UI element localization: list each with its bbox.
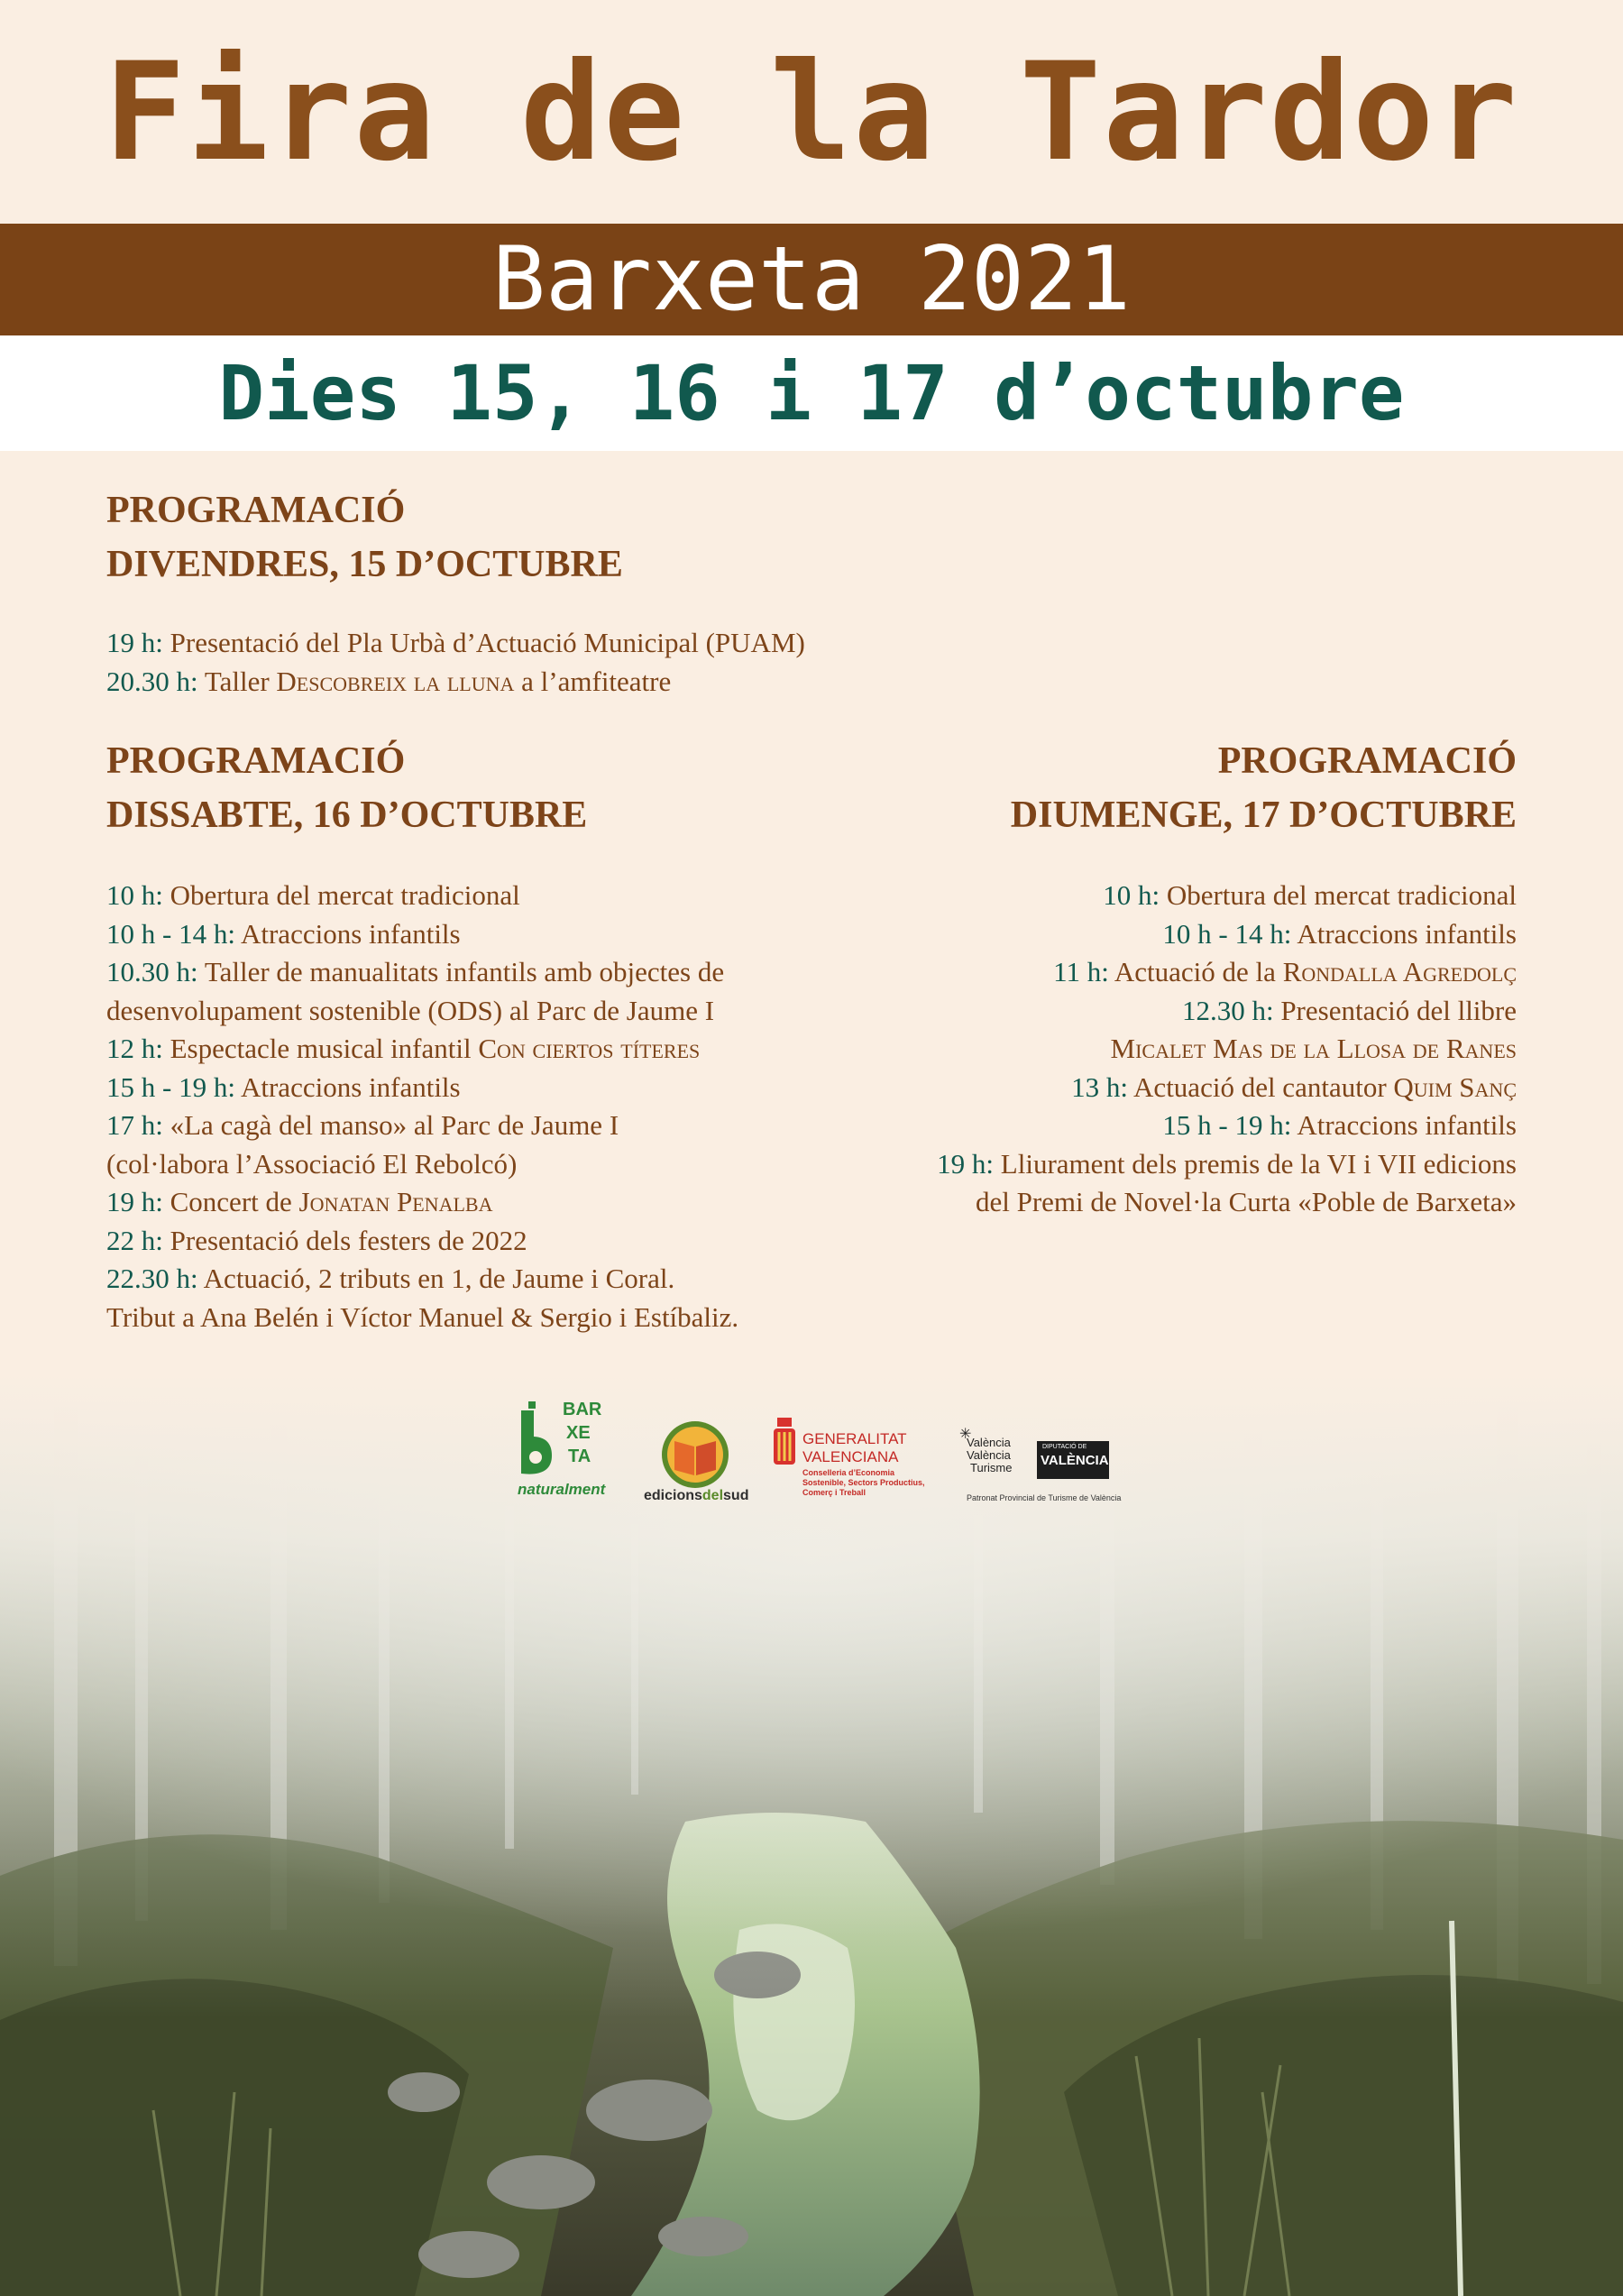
list-item: 15 h - 19 h: Atraccions infantils: [106, 1070, 461, 1103]
friday-heading-line2: DIVENDRES, 15 D’OCTUBRE: [106, 544, 623, 585]
list-item: 19 h: Presentació del Pla Urbà d’Actuació Municipal (PUAM): [106, 627, 805, 658]
list-item: 22 h: Presentació dels festers de 2022: [106, 1224, 527, 1256]
list-item: 10 h: Obertura del mercat tradicional: [106, 879, 520, 911]
sunday-heading-line2: DIUMENGE, 17 D’OCTUBRE: [1010, 794, 1517, 836]
barxeta-line3: TA: [568, 1446, 591, 1466]
generalitat-line2: VALENCIANA: [802, 1448, 899, 1465]
edicions-name: edicionsdelsud: [644, 1488, 749, 1503]
list-item: 10 h - 14 h: Atraccions infantils: [106, 917, 461, 950]
list-item: 17 h: «La cagà del manso» al Parc de Jaume I: [106, 1109, 619, 1141]
book-icon: [660, 1419, 730, 1490]
list-item: 12.30 h: Presentació del llibre: [1181, 994, 1517, 1026]
generalitat-line1: GENERALITAT: [802, 1430, 907, 1447]
turisme-line3: Turisme: [970, 1461, 1013, 1474]
friday-events: [106, 624, 805, 701]
list-item: 19 h: Lliurament dels premis de la VI i VII edicions: [937, 1147, 1517, 1180]
list-item: 10 h - 14 h: Atraccions infantils: [1162, 917, 1517, 950]
edicions-del-sud-logo: [642, 1419, 750, 1501]
barxeta-b-icon: [516, 1401, 555, 1477]
friday-heading: [106, 483, 623, 592]
diputacio-top: DIPUTACIÓ DE: [1042, 1444, 1087, 1450]
main-title: Fira de la Tardor: [104, 34, 1519, 191]
saturday-events: [106, 877, 738, 1336]
list-item-continuation: del Premi de Novel·la Curta «Poble de Barxeta»: [975, 1186, 1517, 1217]
sunday-heading-line1: PROGRAMACIÓ: [1217, 740, 1517, 782]
subtitle: Barxeta 2021: [491, 228, 1131, 331]
list-item: 10 h: Obertura del mercat tradicional: [1103, 879, 1517, 911]
saturday-heading-line1: PROGRAMACIÓ: [106, 740, 406, 782]
list-item-continuation: desenvolupament sostenible (ODS) al Parc de Jaume I: [106, 994, 715, 1026]
generalitat-dept1: Conselleria d’Economia: [802, 1468, 895, 1477]
barxeta-logo: [516, 1400, 606, 1499]
event-dates: Dies 15, 16 i 17 d’octubre: [218, 349, 1405, 437]
star-icon: ✳: [959, 1427, 972, 1442]
diputacio-name: VALÈNCIA: [1041, 1453, 1109, 1468]
list-item-continuation: Tribut a Ana Belén i Víctor Manuel & Sergio i Estíbaliz.: [106, 1300, 739, 1333]
generalitat-dept2: Sostenible, Sectors Productius,: [802, 1478, 925, 1487]
diputacio-logo: [1037, 1441, 1109, 1479]
list-item: 12 h: Espectacle musical infantil Con ciertos títeres: [106, 1033, 701, 1064]
sunday-events: [937, 877, 1517, 1222]
saturday-heading: [106, 734, 587, 842]
generalitat-logo: [772, 1418, 934, 1499]
list-item-continuation: Micalet Mas de la Llosa de Ranes: [1110, 1033, 1517, 1064]
barxeta-tagline: naturalment: [518, 1481, 606, 1498]
list-item: 20.30 h: Taller Descobreix la lluna a l’amfiteatre: [106, 665, 672, 697]
turisme-line2: València: [967, 1448, 1011, 1462]
list-item: 10.30 h: Taller de manualitats infantils amb objectes de: [106, 956, 725, 987]
saturday-heading-line2: DISSABTE, 16 D’OCTUBRE: [106, 794, 588, 836]
list-item: 13 h: Actuació del cantautor Quim Sanç: [1071, 1070, 1517, 1103]
generalitat-crest-icon: [772, 1418, 797, 1472]
list-item: 11 h: Actuació de la Rondalla Agredolç: [1053, 956, 1517, 987]
barxeta-line2: XE: [566, 1423, 591, 1443]
generalitat-dept3: Comerç i Treball: [802, 1488, 867, 1497]
diputacio-footer: Patronat Provincial de Turisme de València: [967, 1493, 1122, 1502]
friday-heading-line1: PROGRAMACIÓ: [106, 490, 406, 531]
list-item-continuation: (col·labora l’Associació El Rebolcó): [106, 1147, 518, 1180]
list-item: 22.30 h: Actuació, 2 tributs en 1, de Jaume i Coral.: [106, 1263, 675, 1294]
sunday-heading: [1011, 734, 1517, 842]
list-item: 15 h - 19 h: Atraccions infantils: [1162, 1109, 1517, 1141]
list-item: 19 h: Concert de Jonatan Penalba: [106, 1186, 493, 1217]
nature-stream-photo: [0, 1371, 1623, 2296]
barxeta-line1: BAR: [563, 1400, 602, 1419]
valencia-turisme-logo: [958, 1427, 1030, 1484]
turisme-line1: València: [967, 1436, 1011, 1449]
